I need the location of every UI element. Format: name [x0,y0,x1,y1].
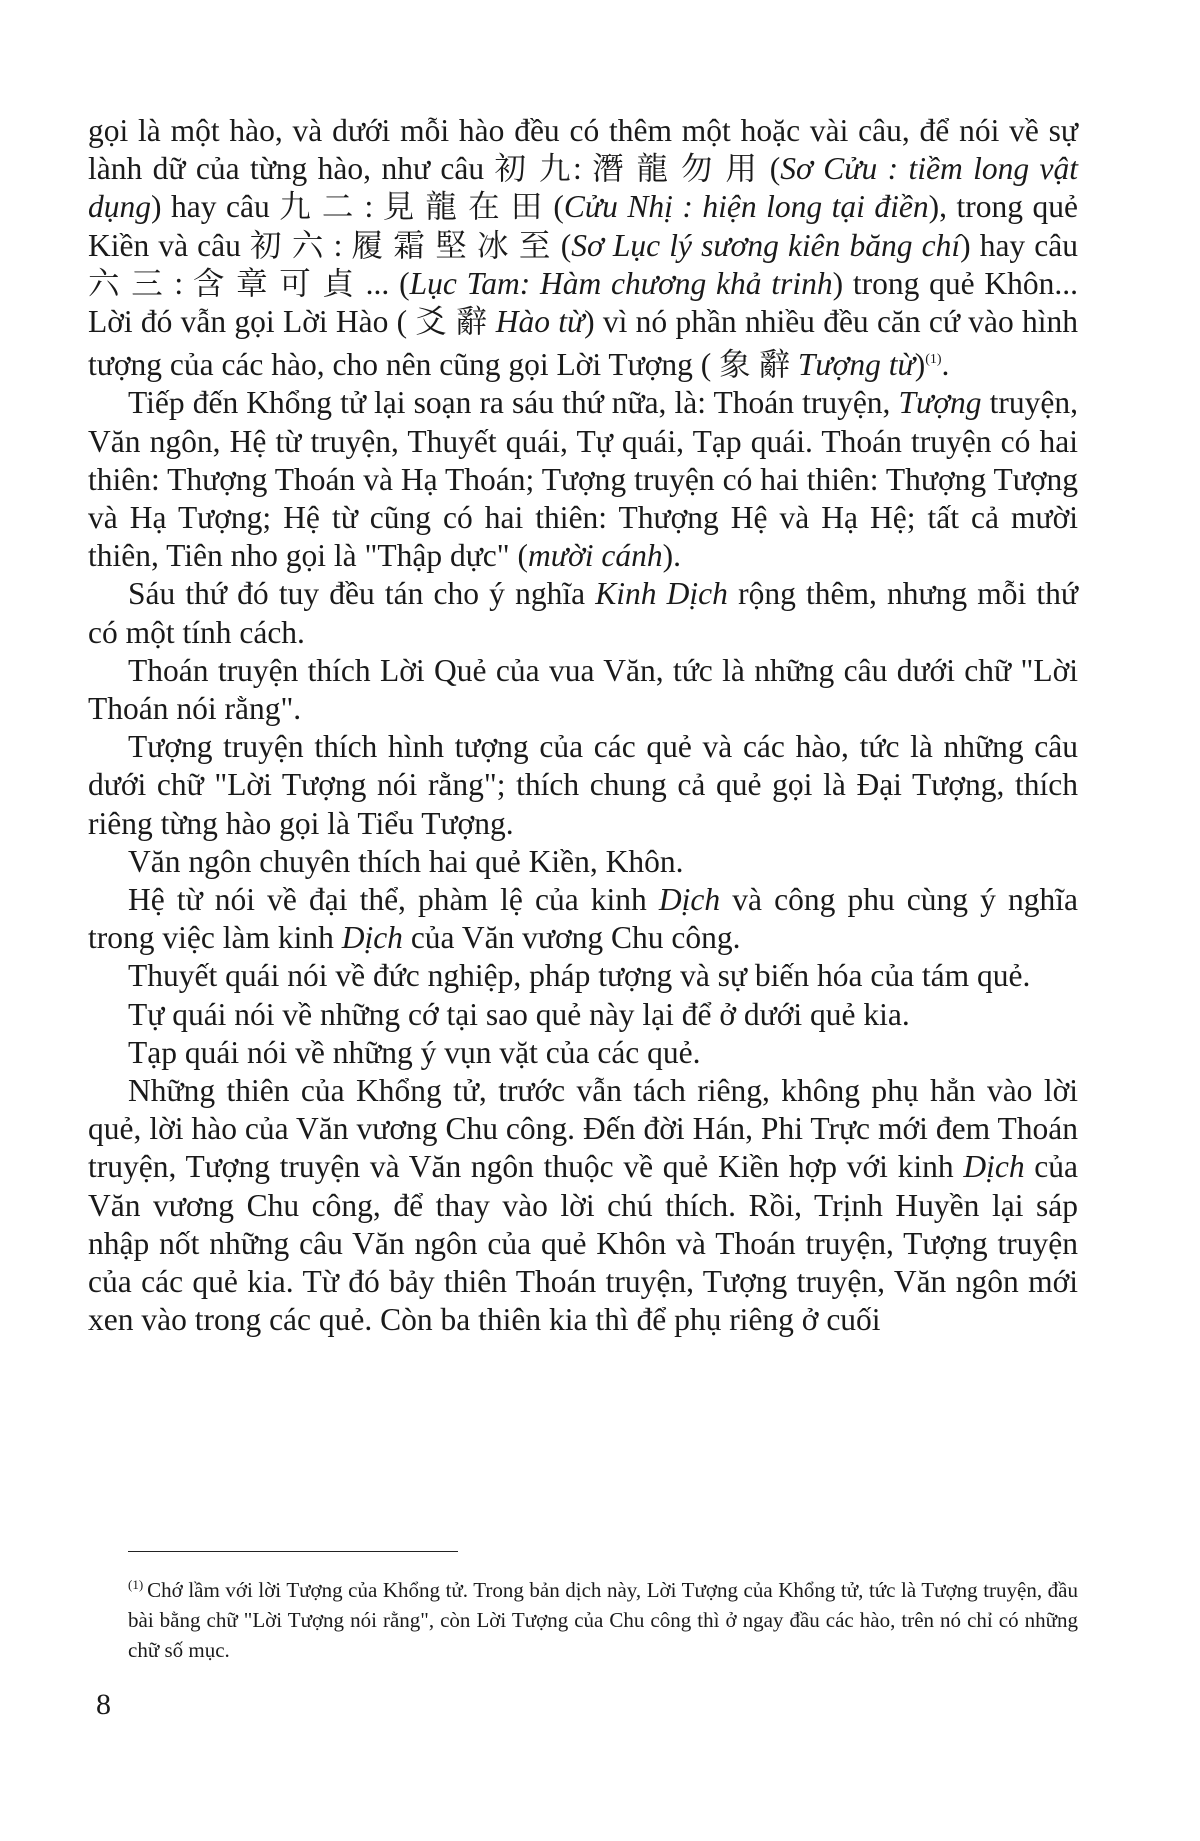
footnote-text: Chớ lầm với lời Tượng của Khổng tử. Trong bản dịch này, Lời Tượng của Khổng tử, tức là Tượng truyện, đầu bài bằng chữ "Lời Tượng nói rằng", còn Lời Tượng của Chu công thì ở ngay đầu các hào, trên nó chỉ có những chữ số mục. [128,1578,1078,1662]
paragraph-1 [88,112,1078,384]
text-run: gọi là một hào, và dưới mỗi hào đều có thêm một hoặc vài câu, để nói về sự lành dữ của từng hào, như câu 初 九: 潛 龍 勿 用 ( [88,113,1078,187]
italic-run: Sơ Lục lý sương kiên băng chí [571,227,961,263]
italic-run: Tượng từ [797,347,915,383]
text-run: truyện, Văn ngôn, Hệ từ truyện, Thuyết quái, Tự quái, Tạp quái. Thoán truyện có hai thiên: Thượng Thoán và Hạ Thoán; Tượng truyện có hai thiên: Thượng Tượng và Hạ Tượng; Hệ từ cũng có hai thiên: Thượng Hệ và Hạ Hệ; tất cả mười thiên, Tiên nho gọi là "Thập dực" ( [88,385,1078,574]
italic-run: Dịch [341,920,403,956]
italic-run: Dịch [658,882,721,918]
text-run: ) trong quẻ Khôn... Lời đó vẫn gọi Lời Hào ( 爻 辭 [88,265,1079,340]
paragraph-11 [88,1072,1078,1339]
body-text [88,112,1078,1340]
italic-run: Kinh Dịch [595,576,728,612]
text-run: ). [662,538,681,574]
footnote [128,1570,1078,1665]
footnote-mark: (1) [128,1577,144,1592]
italic-run: Sơ Cửu : tiềm long vật dụng [88,151,1078,225]
footnote-marker[interactable]: (1) [925,352,942,368]
paragraph-3 [88,575,1078,651]
paragraph-10: Tạp quái nói về những ý vụn vặt của các quẻ. [128,1034,701,1070]
page-number: 8 [96,1688,111,1721]
italic-run: Tượng [898,385,982,421]
text-run: của Văn vương Chu công, để thay vào lời chú thích. Rồi, Trịnh Huyền lại sáp nhập nốt những câu Văn ngôn của quẻ Khôn và Thoán truyện, Tượng truyện của các quẻ kia. Từ đó bảy thiên Thoán truyện, Tượng truyện, Văn ngôn mới xen vào trong các quẻ. Còn ba thiên kia thì để phụ riêng ở cuối [88,1149,1079,1338]
paragraph-5: Tượng truyện thích hình tượng của các quẻ và các hào, tức là những câu dưới chữ "Lời Tượng nói rằng"; thích chung cả quẻ gọi là Đại Tượng, thích riêng từng hào gọi là Tiểu Tượng. [88,729,1078,841]
text-run: ) hay câu 六 三 : 含 章 可 貞 ... ( [88,227,1079,301]
text-run: Những thiên của Khổng tử, trước vẫn tách riêng, không phụ hẳn vào lời quẻ, lời hào của Văn vương Chu công. Đến đời Hán, Phi Trực mới đem Thoán truyện, Tượng truyện và Văn ngôn thuộc về quẻ Kiền hợp với kinh [88,1073,1078,1185]
text-run: và công phu cùng ý nghĩa trong việc làm kinh [88,882,1078,956]
text-run: Tiếp đến Khổng tử lại soạn ra sáu thứ nữa, là: Thoán truyện, [128,385,899,421]
paragraph-9: Tự quái nói về những cớ tại sao quẻ này lại để ở dưới quẻ kia. [128,996,910,1032]
paragraph-8: Thuyết quái nói về đức nghiệp, pháp tượng và sự biến hóa của tám quẻ. [128,958,1031,994]
text-run: . [941,347,950,383]
text-run: ), trong quẻ Kiền và câu 初 六 : 履 霜 堅 冰 至 ( [88,189,1078,263]
italic-run: Dịch [963,1149,1025,1185]
italic-run: mười cánh [528,538,663,574]
paragraph-6: Văn ngôn chuyên thích hai quẻ Kiền, Khôn. [128,843,684,879]
italic-run: Cửu Nhị : hiện long tại điền [563,189,929,225]
text-run: Sáu thứ đó tuy đều tán cho ý nghĩa [128,576,596,612]
italic-run: Hào từ [495,304,585,340]
paragraph-2 [88,384,1078,575]
text-run: Hệ từ nói về đại thể, phàm lệ của kinh [128,882,659,918]
paragraph-7 [88,881,1078,957]
text-run: ) hay câu 九 二 : 見 龍 在 田 ( [151,189,564,225]
text-run: ) vì nó phần nhiều đều căn cứ vào hình tượng của các hào, cho nên cũng gọi Lời Tượng ( 象 辭 [88,304,1078,383]
text-run: ) [914,347,926,383]
text-run: rộng thêm, nhưng mỗi thứ có một tính cách. [88,576,1079,650]
text-run: của Văn vương Chu công. [402,920,741,956]
italic-run: Lục Tam: Hàm chương khả trinh [409,265,833,301]
footnote-divider [128,1551,458,1552]
paragraph-4: Thoán truyện thích Lời Quẻ của vua Văn, tức là những câu dưới chữ "Lời Thoán nói rằng". [88,652,1078,727]
